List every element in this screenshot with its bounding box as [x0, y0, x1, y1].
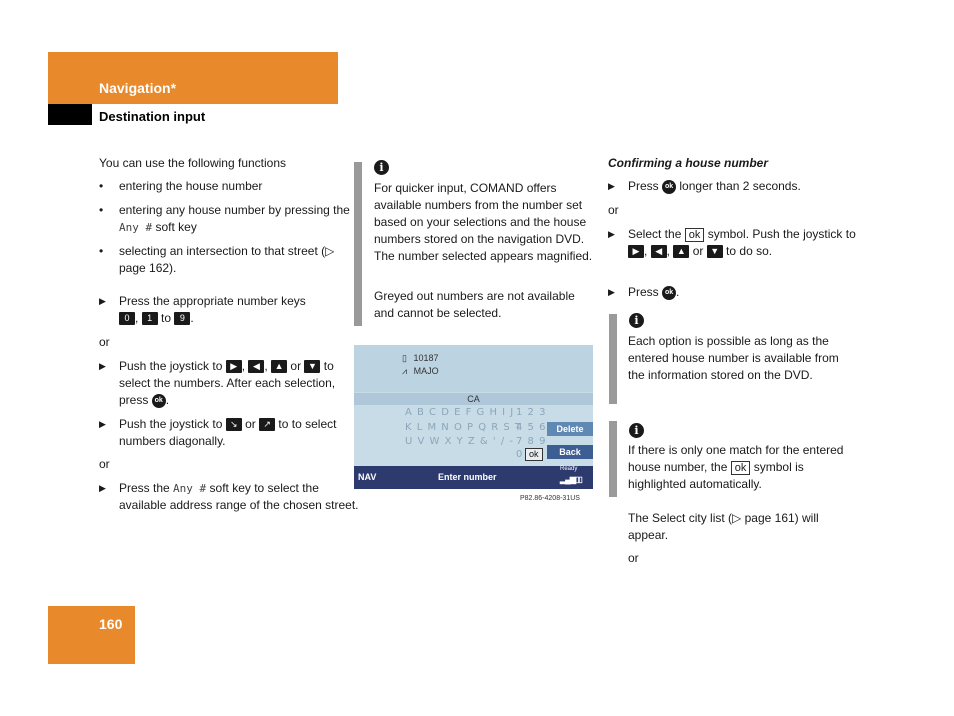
step-arrow-icon: ▶ [608, 229, 615, 239]
signal-strength-icon: ▂▄▆▯▯ [560, 475, 582, 484]
or-text: or [99, 335, 110, 349]
info-icon: i [629, 313, 644, 328]
joystick-left-icon: ◀ [651, 245, 667, 258]
page-ref-icon: ▷ [325, 244, 335, 258]
select-city-text: The Select city list (▷ page 161) will appear. [628, 511, 819, 542]
step-joystick-select: ▶ Push the joystick to ▶ , ◀ , ▲ or ▼ to select the numbers. After each selection, press ok . [99, 359, 336, 407]
note-bar [354, 162, 362, 326]
letter-row-2: K L M N O P Q R S T [405, 422, 523, 433]
screen-status-bar [354, 466, 593, 489]
any-soft-key: Any # [119, 221, 153, 234]
bullet-house-number: • entering the house number [99, 179, 263, 193]
step-joystick-diagonal: ▶ Push the joystick to ↘ or ↗ to to select numbers diagonally. [99, 417, 337, 448]
house-icon: ▯ [402, 353, 407, 363]
bullet-any-house-number: • entering any house number by pressing the Any # soft key [99, 203, 350, 234]
step-arrow-icon: ▶ [608, 181, 615, 191]
key-1-icon: 1 [142, 312, 158, 325]
section-title: Navigation* [99, 80, 177, 96]
note-quicker-input: For quicker input, COMAND offers available numbers from the number set based on your selections and the house numbers stored on the navigation DVD. The number selected appears magnified. [374, 181, 593, 263]
joystick-left-icon: ◀ [248, 360, 264, 373]
ok-button-icon: ok [662, 180, 676, 194]
or-text: or [99, 457, 110, 471]
ok-symbol-box: ok [731, 461, 751, 475]
ok-symbol-box: ok [685, 228, 705, 242]
intro-text: You can use the following functions [99, 156, 287, 170]
header-marker [48, 104, 92, 125]
step-arrow-icon: ▶ [99, 483, 106, 493]
step-any-soft-key: ▶ Press the Any # soft key to select the available address range of the chosen street. [99, 481, 359, 512]
delete-button[interactable]: Delete [547, 422, 593, 436]
screen-ok-key[interactable]: ok [525, 448, 543, 461]
figure-caption: P82.86-4208-31US [520, 495, 580, 502]
page-number-box [48, 606, 135, 664]
joystick-down-icon: ▼ [707, 245, 723, 258]
nav-label: NAV [358, 472, 377, 482]
header-band [48, 52, 338, 104]
joystick-up-icon: ▲ [673, 245, 689, 258]
state-row: CA [354, 393, 593, 405]
step-select-ok: ▶ Select the ok symbol. Push the joystick to ▶ , ◀ , ▲ or ▼ to do so. [608, 227, 856, 258]
screen-address-area [354, 345, 593, 392]
house-number-row: ▯ 10187 [402, 353, 439, 363]
step-press-ok: ▶ Press ok . [608, 285, 680, 299]
any-soft-key: Any # [173, 482, 207, 495]
note-bar [609, 314, 617, 404]
joystick-diagonal-down-icon: ↘ [226, 418, 242, 431]
note-bar [609, 421, 617, 497]
or-text: or [608, 203, 619, 217]
key-9-icon: 9 [174, 312, 190, 325]
number-row-3: 7 8 9 [516, 436, 547, 447]
enter-number-label: Enter number [438, 472, 497, 482]
step-number-keys: ▶ Press the appropriate number keys 0 , 1 to 9 . [99, 294, 306, 325]
note-greyed-out: Greyed out numbers are not available and cannot be selected. [374, 289, 575, 320]
bullet-intersection: • selecting an intersection to that street (▷ page 162). [99, 244, 335, 275]
ok-button-icon: ok [152, 394, 166, 408]
ok-button-icon: ok [662, 286, 676, 300]
bullet-dot: • [99, 179, 104, 193]
number-row-1: 1 2 3 [516, 407, 547, 418]
note-option-possible: Each option is possible as long as the entered house number is available from the information stored on the DVD. [628, 334, 839, 382]
back-button[interactable]: Back [547, 445, 593, 459]
note-one-match: If there is only one match for the entered house number, the ok symbol is highlighted automatically. [628, 443, 844, 491]
page-ref-icon: ▷ [732, 511, 742, 525]
key-0-icon: 0 [119, 312, 135, 325]
number-row-4: 0 [516, 449, 524, 460]
step-arrow-icon: ▶ [99, 296, 106, 306]
joystick-right-icon: ▶ [226, 360, 242, 373]
or-text: or [628, 551, 639, 565]
letter-row-1: A B C D E F G H I J [405, 407, 515, 418]
joystick-up-icon: ▲ [271, 360, 287, 373]
bullet-dot: • [99, 244, 104, 258]
comand-screen [354, 345, 593, 489]
step-arrow-icon: ▶ [99, 419, 106, 429]
ready-label: Ready [560, 466, 578, 472]
step-arrow-icon: ▶ [608, 287, 615, 297]
bullet-dot: • [99, 203, 104, 217]
info-icon: i [374, 160, 389, 175]
joystick-down-icon: ▼ [304, 360, 320, 373]
info-icon: i [629, 423, 644, 438]
joystick-diagonal-up-icon: ↗ [259, 418, 275, 431]
step-press-long: ▶ Press ok longer than 2 seconds. [608, 179, 801, 193]
street-row: ⩘ MAJO [402, 366, 439, 376]
road-icon: ⩘ [402, 366, 408, 376]
joystick-right-icon: ▶ [628, 245, 644, 258]
step-arrow-icon: ▶ [99, 361, 106, 371]
section-subtitle: Destination input [99, 109, 206, 124]
number-row-2: 4 5 6 [516, 422, 547, 433]
letter-row-3: U V W X Y Z & ' / - [405, 436, 514, 447]
page-number: 160 [99, 616, 123, 632]
heading-confirming: Confirming a house number [608, 156, 769, 170]
